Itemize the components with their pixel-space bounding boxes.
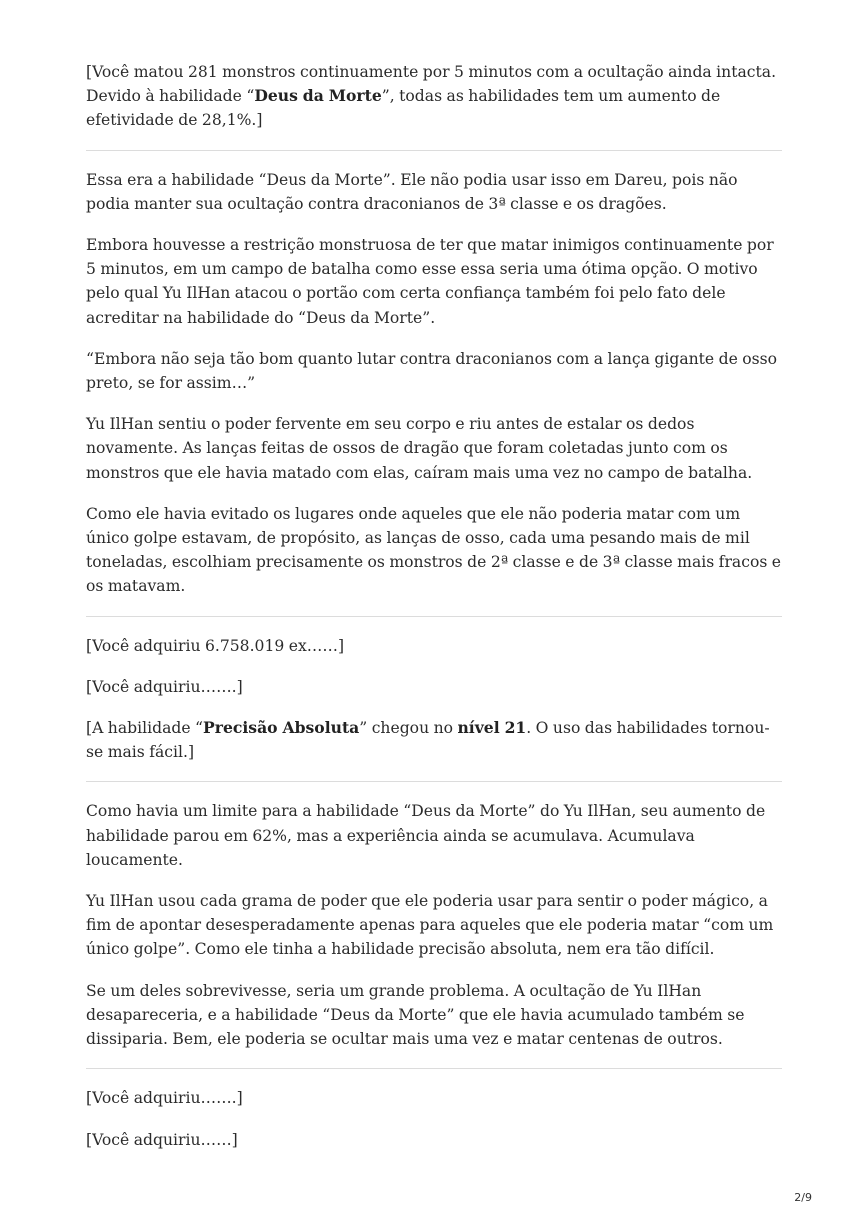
bold-text: Precisão Absoluta bbox=[203, 718, 360, 738]
paragraph bbox=[86, 60, 782, 133]
paragraph bbox=[86, 1128, 782, 1152]
bold-text: nível 21 bbox=[457, 718, 527, 738]
text-run: Se um deles sobrevivesse, seria um grande problema. A ocultação de Yu IlHan desapareceria, e a habilidade “Deus da Morte” que ele havia acumulado também se dissiparia. Bem, ele poderia se ocultar mais uma vez e matar centenas de outros. bbox=[86, 981, 745, 1049]
text-run: “Embora não seja tão bom quanto lutar contra draconianos com a lança gigante de osso preto, se for assim…” bbox=[86, 349, 778, 393]
paragraph bbox=[86, 168, 782, 216]
text-run: Embora houvesse a restrição monstruosa de ter que matar inimigos continuamente por 5 minutos, em um campo de batalha como esse essa seria uma ótima opção. O motivo pelo qual Yu IlHan atacou o portão com certa confiança também foi pelo fato dele acreditar na habilidade do “Deus da Morte”. bbox=[86, 236, 774, 327]
paragraph bbox=[86, 502, 782, 599]
paragraph bbox=[86, 1086, 782, 1110]
paragraph bbox=[86, 634, 782, 658]
section-divider bbox=[86, 781, 782, 782]
section-divider bbox=[86, 1068, 782, 1069]
text-run: . O uso das habilidades tornou-se mais fácil.] bbox=[86, 719, 770, 762]
paragraph bbox=[86, 716, 782, 764]
text-run: [Você adquiriu 6.758.019 ex……] bbox=[86, 636, 345, 655]
paragraph bbox=[86, 799, 782, 872]
text-run: [Você adquiriu…….] bbox=[86, 677, 243, 696]
text-run: Yu IlHan sentiu o poder fervente em seu corpo e riu antes de estalar os dedos novamente. As lanças feitas de ossos de dragão que foram coletadas junto com os monstros que ele havia matado com elas, caíram mais uma vez no campo de batalha. bbox=[86, 415, 753, 482]
text-run: Como havia um limite para a habilidade “Deus da Morte” do Yu IlHan, seu aumento de habilidade parou em 62%, mas a experiência ainda se acumulava. Acumulava loucamente. bbox=[86, 802, 766, 869]
section-divider bbox=[86, 616, 782, 617]
paragraph bbox=[86, 979, 782, 1052]
text-run: ”, todas as habilidades tem um aumento de efetividade de 28,1%.] bbox=[86, 87, 721, 130]
text-run: [Você adquiriu…….] bbox=[86, 1089, 243, 1108]
text-run: [Você adquiriu……] bbox=[86, 1130, 238, 1149]
text-run: [Você matou 281 monstros continuamente por 5 minutos com a ocultação ainda intacta. Devido à habilidade “ bbox=[86, 63, 777, 106]
text-run: [A habilidade “ bbox=[86, 719, 204, 738]
section-divider bbox=[86, 150, 782, 151]
bold-text: Deus da Morte bbox=[254, 86, 382, 106]
text-run: Como ele havia evitado os lugares onde aqueles que ele não poderia matar com um único golpe estavam, de propósito, as lanças de osso, cada uma pesando mais de mil toneladas, escolhiam precisamente os monstros de 2ª classe e de 3ª classe mais fracos e os matavam. bbox=[86, 504, 782, 596]
paragraph bbox=[86, 889, 782, 962]
paragraph bbox=[86, 675, 782, 699]
text-run: Essa era a habilidade “Deus da Morte”. Ele não podia usar isso em Dareu, pois não podia manter sua ocultação contra draconianos de 3ª classe e os dragões. bbox=[86, 170, 738, 213]
text-run: ” chegou no bbox=[359, 719, 458, 738]
paragraph bbox=[86, 233, 782, 330]
text-run: Yu IlHan usou cada grama de poder que ele poderia usar para sentir o poder mágico, a fim de apontar desesperadamente apenas para aqueles que ele poderia matar “com um único golpe”. Como ele tinha a habilidade precisão absoluta, nem era tão difícil. bbox=[86, 892, 774, 959]
page-number: 2/9 bbox=[794, 1191, 812, 1204]
paragraph bbox=[86, 347, 782, 395]
document-body bbox=[86, 60, 782, 1169]
paragraph bbox=[86, 412, 782, 485]
